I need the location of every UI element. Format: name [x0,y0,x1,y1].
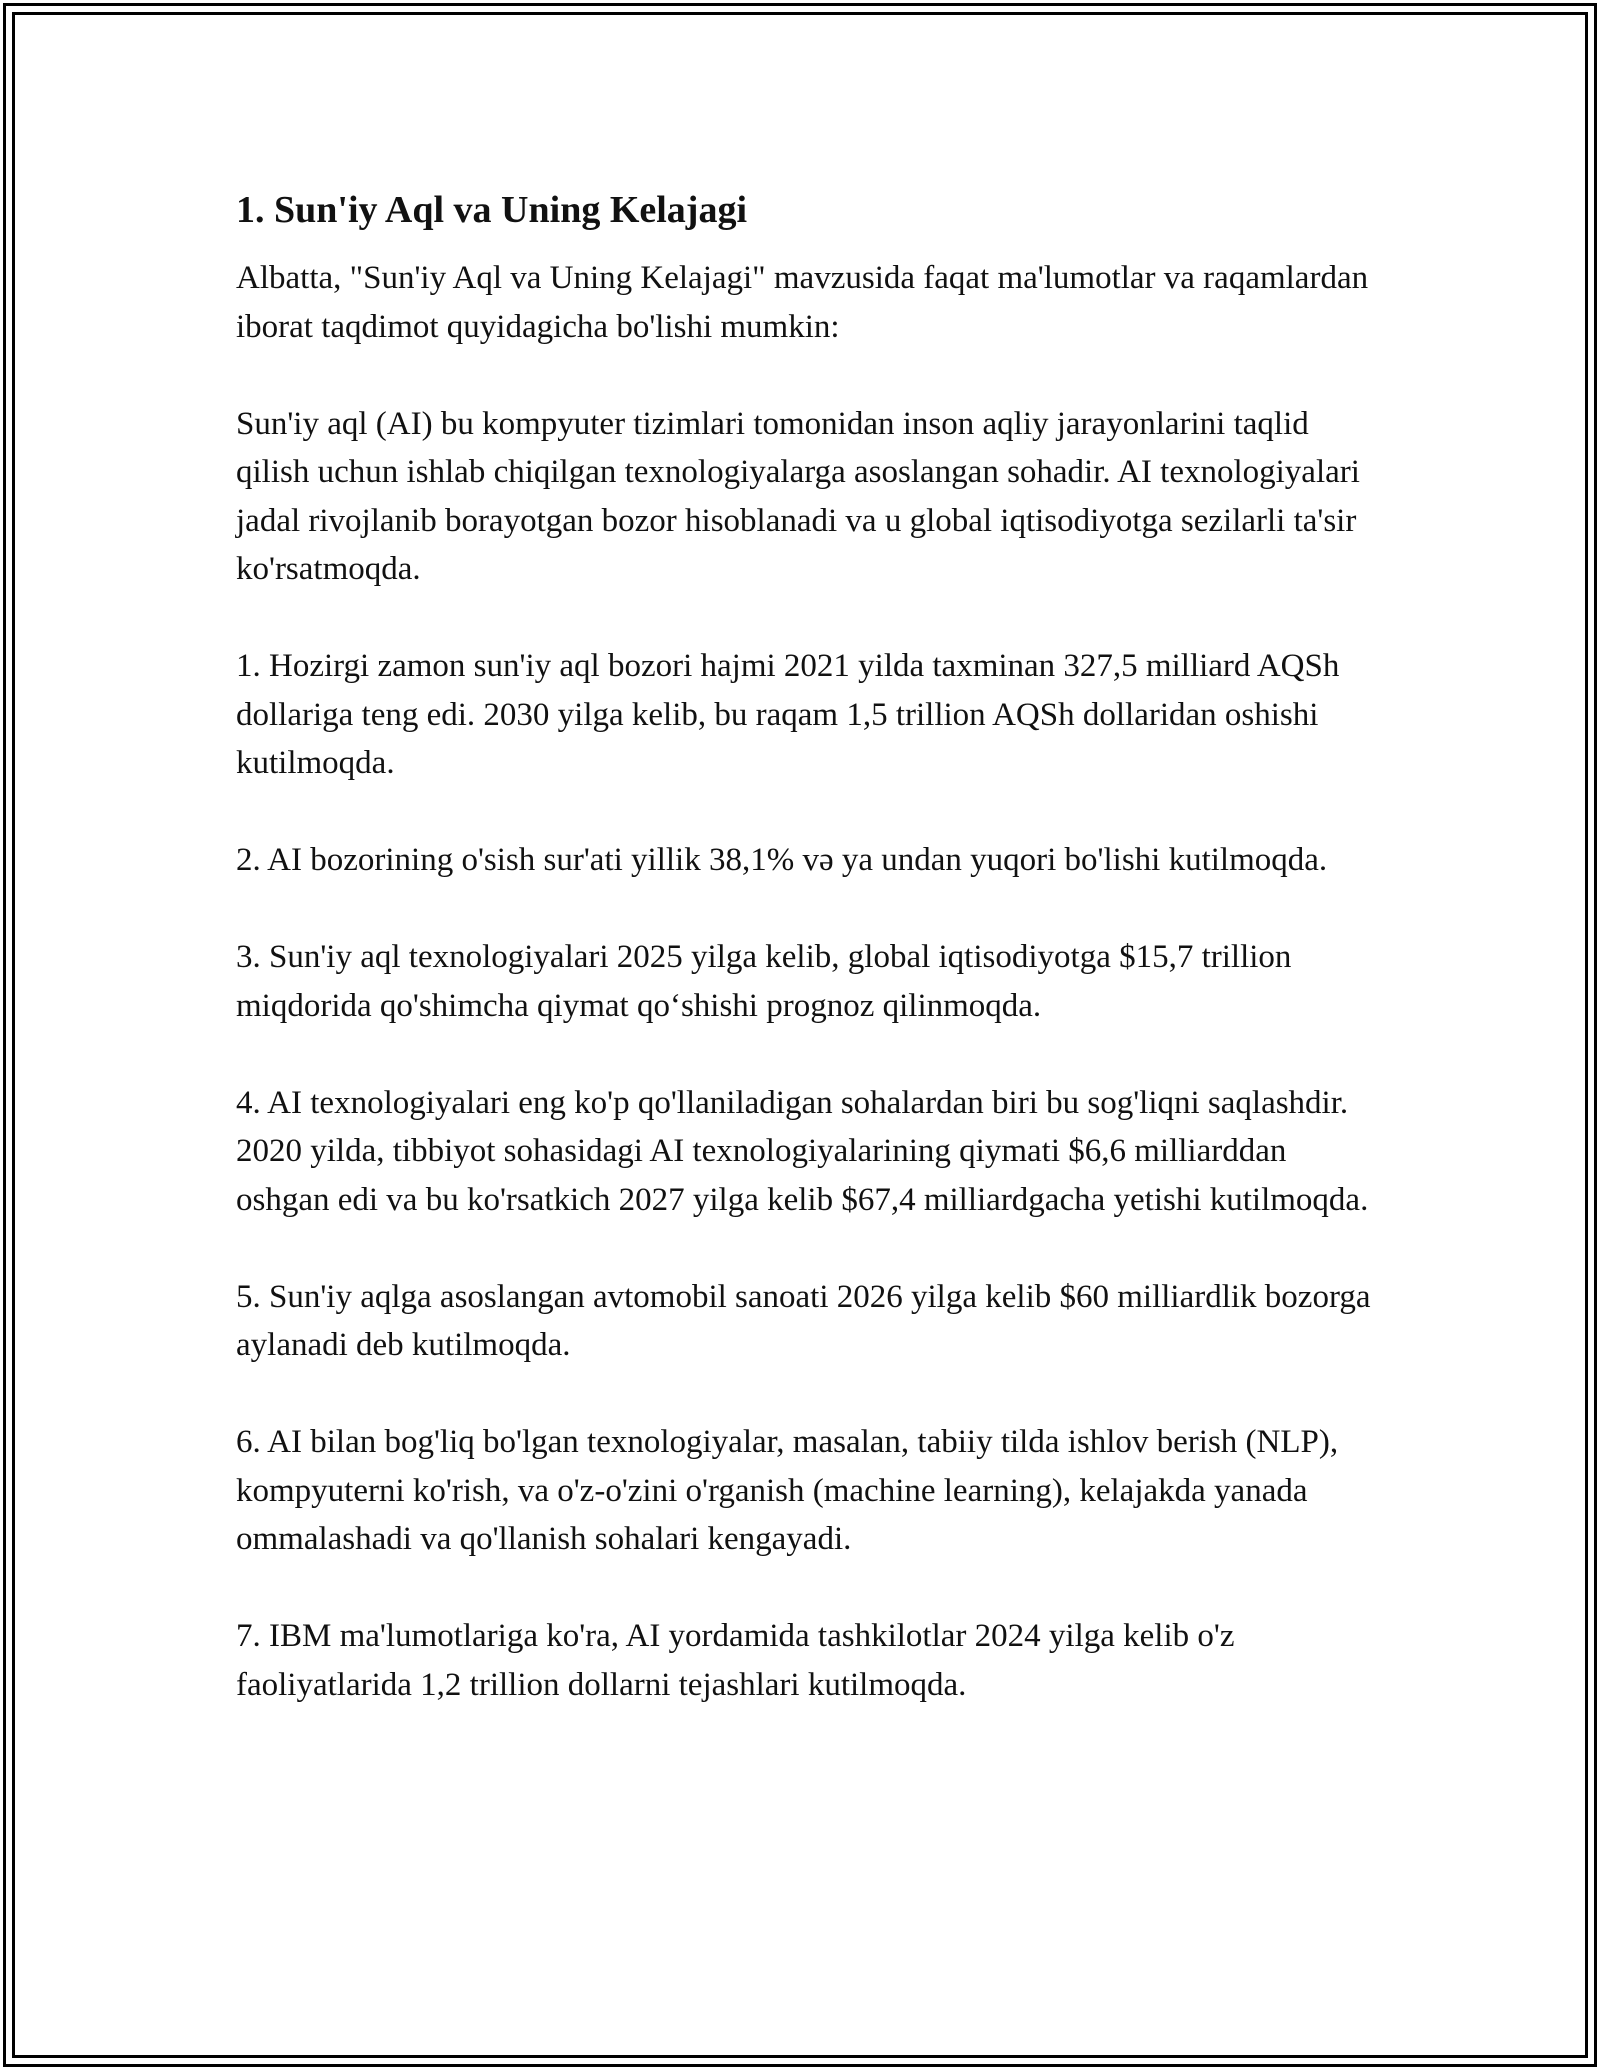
point-5-paragraph: 5. Sun'iy aqlga asoslangan avtomobil sanoati 2026 yilga kelib $60 milliardlik bozorga aylanadi deb kutilmoqda. [236,1278,1371,1363]
point-3-paragraph: 3. Sun'iy aql texnologiyalari 2025 yilga kelib, global iqtisodiyotga $15,7 trillion miqdorida qo'shimcha qiymat qo‘shishi prognoz qilinmoqda. [236,939,1292,1024]
point-1-paragraph: 1. Hozirgi zamon sun'iy aql bozori hajmi 2021 yilda taxminan 327,5 milliard AQSh dollariga teng edi. 2030 yilga kelib, bu raqam 1,5 trillion AQSh dollaridan oshishi kutilmoqda. [236,648,1340,781]
document-title: 1. Sun'iy Aql va Uning Kelajagi [236,189,748,231]
point-7-paragraph: 7. IBM ma'lumotlariga ko'ra, AI yordamida tashkilotlar 2024 yilga kelib o'z faoliyatlarida 1,2 trillion dollarni tejashlari kutilmoqda. [236,1618,1235,1703]
point-6-paragraph: 6. AI bilan bog'liq bo'lgan texnologiyalar, masalan, tabiiy tilda ishlov berish (NLP), kompyuterni ko'rish, va o'z-o'zini o'rganish (machine learning), kelajakda yanada ommalashadi va qo'llanish sohalari kengayadi. [236,1424,1339,1557]
intro-paragraph: Albatta, "Sun'iy Aql va Uning Kelajagi" mavzusida faqat ma'lumotlar va raqamlardan iborat taqdimot quyidagicha bo'lishi mumkin: [236,260,1369,345]
point-4-paragraph: 4. AI texnologiyalari eng ko'p qo'llaniladigan sohalardan biri bu sog'liqni saqlashdir. 2020 yilda, tibbiyot sohasidagi AI texnologiyalarining qiymati $6,6 milliarddan oshgan edi va bu ko'rsatkich 2027 yilga kelib $67,4 milliardgacha yetishi kutilmoqda. [236,1084,1369,1218]
document-body [236,186,1386,1758]
point-2-paragraph: 2. AI bozorining o'sish sur'ati yillik 38,1% və ya undan yuqori bo'lishi kutilmoqda. [236,842,1328,878]
definition-paragraph: Sun'iy aql (AI) bu kompyuter tizimlari tomonidan inson aqliy jarayonlarini taqlid qilish uchun ishlab chiqilgan texnologiyalarga asoslangan sohadir. AI texnologiyalari jadal rivojlanib borayotgan bozor hisoblanadi va u global iqtisodiyotga sezilarli ta'sir ko'rsatmoqda. [236,405,1360,587]
